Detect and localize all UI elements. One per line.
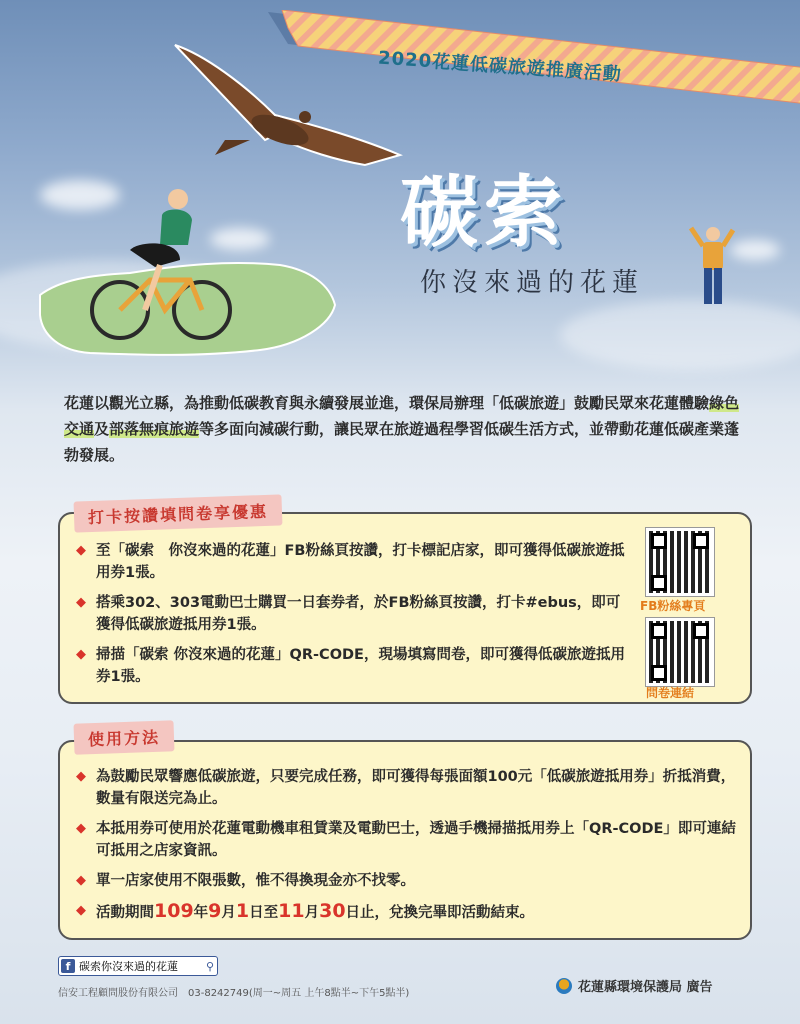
checkin-offer-list xyxy=(70,540,626,696)
intro-text: 及 xyxy=(94,420,110,438)
survey-qr-code[interactable] xyxy=(646,618,714,686)
logo-title: 碳索 xyxy=(400,167,569,258)
list-item-text: 至「碳索 你沒來過的花蓮」FB粉絲頁按讚，打卡標記店家，即可獲得低碳旅遊抵用券1張。 xyxy=(96,543,625,581)
list-item xyxy=(70,644,626,688)
list-item xyxy=(70,870,740,892)
intro-text: 花蓮以觀光立縣，為推動低碳教育與永續發展並進，環保局辦理「低碳旅遊」鼓勵民眾來花蓮體驗 xyxy=(64,394,710,412)
list-item-text: 本抵用券可使用於花蓮電動機車租賃業及電動巴士，透過手機掃描抵用券上「QR-CODE」即可連結可抵用之店家資訊。 xyxy=(96,821,736,859)
intro-text: 等多面向減碳行動，讓民眾在旅遊過程學習低碳生活方式，並帶動花蓮低碳產業蓬勃發展。 xyxy=(64,420,740,464)
survey-qr-label: 問卷連結 xyxy=(646,686,695,700)
fb-search-text: 碳索你沒來過的花蓮 xyxy=(79,960,178,973)
list-item-text: 單一店家使用不限張數，惟不得換現金亦不找零。 xyxy=(96,873,415,889)
date-number: 109 xyxy=(154,900,194,922)
list-item xyxy=(70,766,740,810)
sponsor-credit xyxy=(556,976,713,995)
cyclist-map-illustration xyxy=(30,185,350,370)
list-item-text: 月 xyxy=(304,905,320,921)
list-item xyxy=(70,900,740,924)
list-item xyxy=(70,540,626,584)
fb-page-qr-label: FB粉絲專頁 xyxy=(640,599,706,613)
usage-method-list xyxy=(70,766,740,932)
cloud xyxy=(560,300,800,370)
list-item-text: 搭乘302、303電動巴士購買一日套券者，於FB粉絲頁按讚，打卡#ebus，即可獲得低碳旅遊抵用券1張。 xyxy=(96,595,621,633)
list-item-text: 為鼓勵民眾響應低碳旅遊，只要完成任務，即可獲得每張面額100元「低碳旅遊抵用券」折抵消費，數量有限送完為止。 xyxy=(96,769,736,807)
list-item xyxy=(70,818,740,862)
campaign-title: 2020花蓮低碳旅遊推廣活動 xyxy=(377,47,623,86)
date-number: 1 xyxy=(235,900,250,922)
section-tag: 使用方法 xyxy=(73,720,174,754)
agency-contact: 信安工程顧問股份有限公司 03-8242749(周一~周五 上午8點半~下午5點半) xyxy=(58,988,410,999)
subtitle: 你沒來過的花蓮 xyxy=(420,268,645,298)
list-item-text: 掃描「碳索 你沒來過的花蓮」QR-CODE，現場填寫問卷，即可獲得低碳旅遊抵用券1張。 xyxy=(96,647,625,685)
date-number: 9 xyxy=(208,900,222,922)
diamond-bullet-icon: ◆ xyxy=(76,769,86,784)
list-item-text: 月 xyxy=(221,905,236,921)
environmental-bureau-logo-icon xyxy=(556,978,572,994)
fb-page-qr-code[interactable] xyxy=(646,528,714,596)
list-item-text: 日至 xyxy=(249,905,279,921)
waving-person-illustration xyxy=(688,222,738,312)
facebook-icon: f xyxy=(61,959,75,973)
list-item-text: 活動期間 xyxy=(96,905,154,921)
list-item-text: ，兌換完畢即活動結束。 xyxy=(374,905,535,921)
sponsor-credit-text: 花蓮縣環境保護局 廣告 xyxy=(578,980,713,995)
fb-search-bar[interactable] xyxy=(58,956,218,976)
hawk-illustration xyxy=(165,35,405,175)
diamond-bullet-icon: ◆ xyxy=(76,647,86,662)
search-icon: ⚲ xyxy=(205,959,214,973)
intro-highlight: 部落無痕旅遊 xyxy=(109,420,200,438)
date-number: 11 xyxy=(278,900,305,922)
diamond-bullet-icon: ◆ xyxy=(76,873,86,888)
intro-paragraph xyxy=(64,390,754,468)
diamond-bullet-icon: ◆ xyxy=(76,595,86,610)
diamond-bullet-icon: ◆ xyxy=(76,821,86,836)
diamond-bullet-icon: ◆ xyxy=(76,903,86,918)
date-number: 30 xyxy=(319,900,346,922)
list-item-text: 日止 xyxy=(345,905,375,921)
diamond-bullet-icon: ◆ xyxy=(76,543,86,558)
list-item xyxy=(70,592,626,636)
section-tag: 打卡按讚填問卷享優惠 xyxy=(74,494,283,532)
list-item-text: 年 xyxy=(193,905,209,921)
intro-highlight: 綠色交通 xyxy=(64,394,740,438)
